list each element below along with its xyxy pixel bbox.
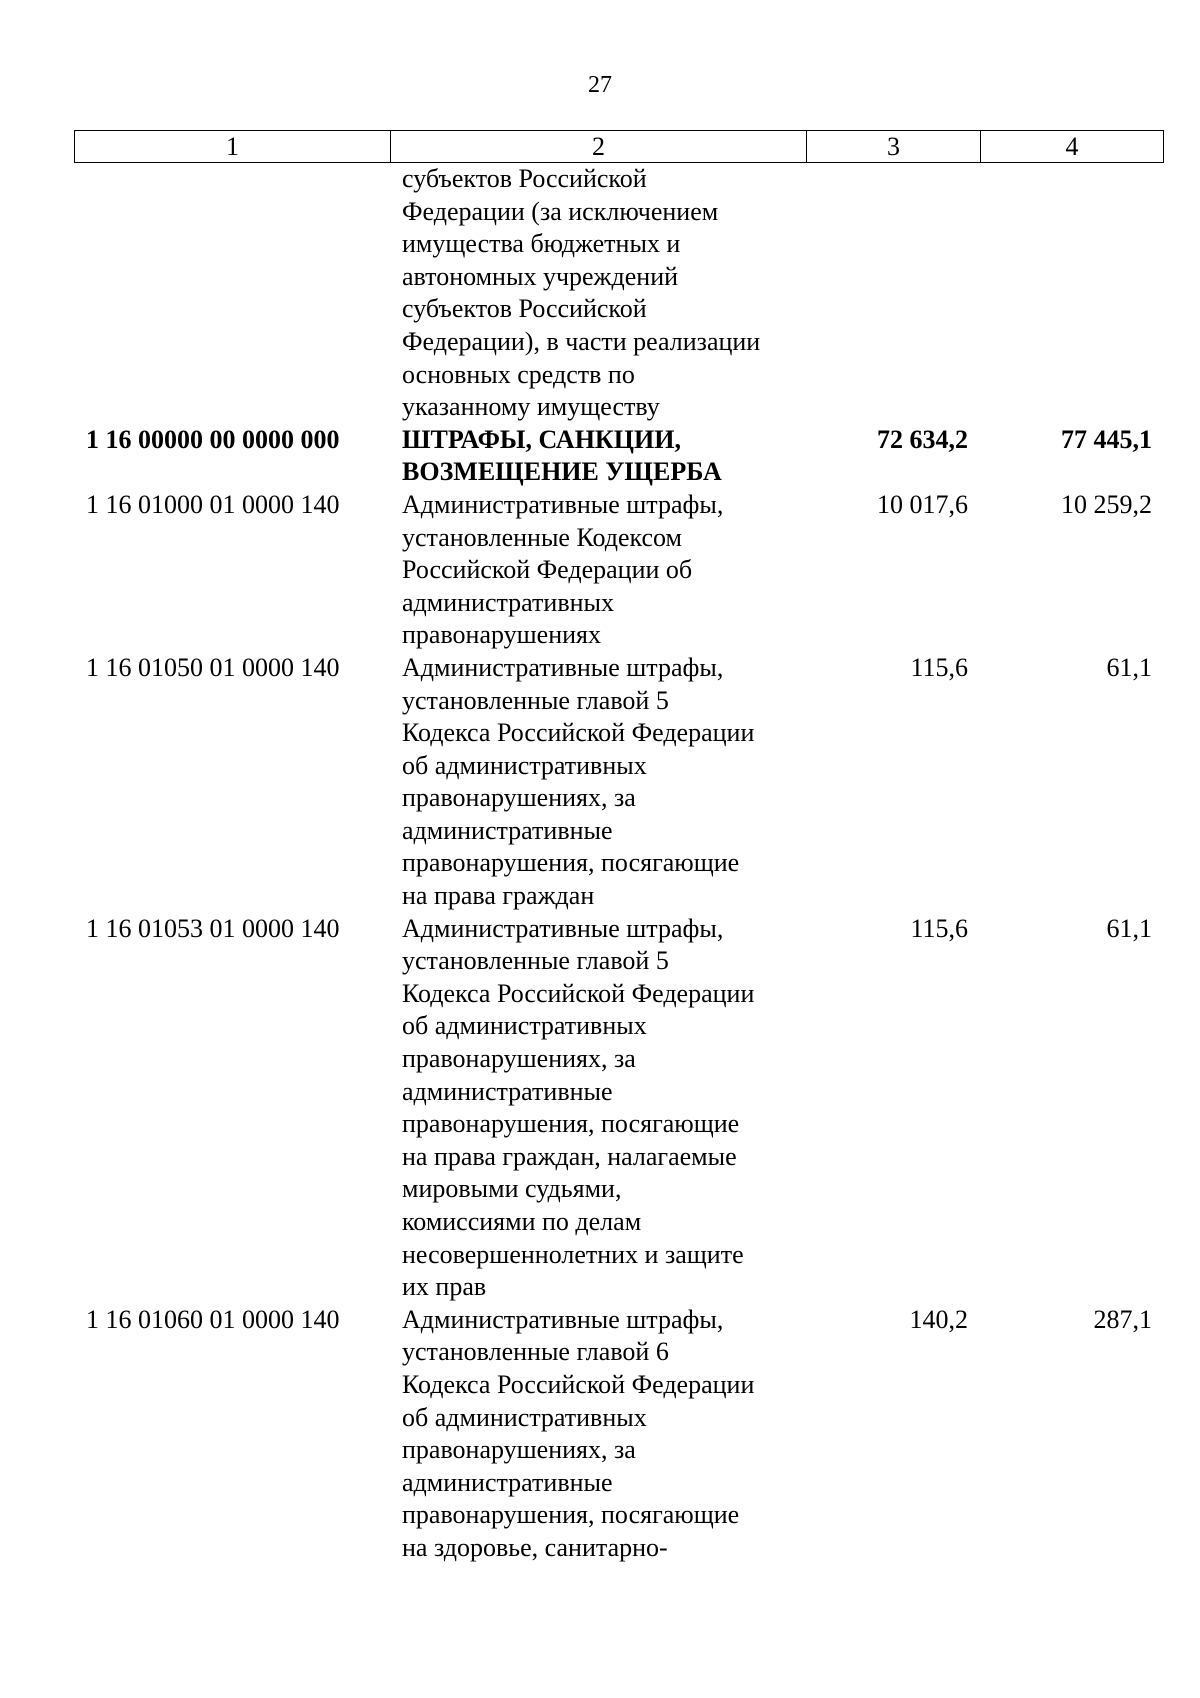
income-name-line: правонарушения, посягающие: [402, 1500, 740, 1530]
income-name-line: ВОЗМЕЩЕНИЕ УЩЕРБА: [402, 457, 722, 487]
income-name-cell: [390, 1304, 806, 1565]
header-col-3: 3: [807, 131, 981, 162]
table-row: [74, 424, 1164, 489]
table-header: [74, 130, 1164, 163]
income-name-line: установленные главой 5: [402, 946, 669, 976]
table-row: [74, 1304, 1164, 1565]
budget-code-cell: 1 16 01000 01 0000 140: [86, 489, 340, 519]
amount-col-3-cell: 115,6: [910, 652, 968, 682]
header-col-2: 2: [391, 131, 807, 162]
income-name-cell: [390, 163, 806, 424]
income-name-line: мировыми судьями,: [402, 1174, 622, 1204]
income-name-line: об административных: [402, 1011, 647, 1041]
amount-col-4-cell: [980, 163, 1164, 424]
income-name-line: административных: [402, 587, 614, 617]
table-row: [74, 163, 1164, 424]
income-name-cell: [390, 652, 806, 913]
income-name-line: об административных: [402, 750, 647, 780]
amount-col-4-cell: 10 259,2: [1061, 489, 1152, 519]
table-row: [74, 652, 1164, 913]
budget-code-cell: [74, 163, 390, 424]
table-row: [74, 489, 1164, 652]
table-row: [74, 913, 1164, 1304]
income-name-line: автономных учреждений: [402, 261, 679, 291]
income-name-line: несовершеннолетних и защите: [402, 1239, 744, 1269]
budget-code-cell: 1 16 01060 01 0000 140: [86, 1304, 340, 1334]
budget-code-cell: 1 16 01053 01 0000 140: [86, 913, 340, 943]
budget-code-cell: 1 16 01050 01 0000 140: [86, 652, 340, 682]
income-name-cell: [390, 913, 806, 1304]
income-name-line: Кодекса Российской Федерации: [402, 718, 755, 748]
income-name-line: правонарушения, посягающие: [402, 1109, 740, 1139]
income-name-line: имущества бюджетных и: [402, 229, 681, 259]
income-name-line: Административные штрафы,: [402, 652, 724, 682]
page-number: 27: [588, 72, 612, 98]
income-name-line: административные: [402, 1467, 613, 1497]
amount-col-4-cell: 61,1: [1106, 652, 1152, 682]
income-name-cell: [390, 489, 806, 652]
income-name-line: Кодекса Российской Федерации: [402, 1369, 755, 1399]
income-name-line: административные: [402, 1076, 613, 1106]
income-name-line: их прав: [402, 1272, 487, 1302]
income-name-line: указанному имуществу: [402, 392, 660, 422]
income-name-line: правонарушениях, за: [402, 1435, 636, 1465]
income-name-cell: [390, 424, 806, 489]
income-name-line: на права граждан, налагаемые: [402, 1141, 737, 1171]
income-name-line: ШТРАФЫ, САНКЦИИ,: [402, 424, 681, 454]
amount-col-3-cell: 72 634,2: [877, 424, 968, 454]
income-name-line: субъектов Российской: [402, 164, 647, 193]
income-name-line: Административные штрафы,: [402, 913, 724, 943]
income-name-line: правонарушениях: [402, 620, 602, 650]
income-name-line: административные: [402, 815, 613, 845]
income-name-line: Административные штрафы,: [402, 489, 724, 519]
income-name-line: на права граждан: [402, 881, 595, 911]
income-name-line: основных средств по: [402, 359, 635, 389]
income-name-line: Кодекса Российской Федерации: [402, 978, 755, 1008]
income-name-line: установленные главой 5: [402, 685, 669, 715]
amount-col-3-cell: 140,2: [909, 1304, 968, 1334]
income-name-line: установленные Кодексом: [402, 522, 683, 552]
income-name-line: Федерации), в части реализации: [402, 326, 761, 356]
amount-col-3-cell: 115,6: [910, 913, 968, 943]
income-name-line: правонарушения, посягающие: [402, 848, 740, 878]
income-name-line: Российской Федерации об: [402, 555, 693, 585]
income-name-line: Федерации (за исключением: [402, 196, 719, 226]
income-name-line: Административные штрафы,: [402, 1304, 724, 1334]
header-col-4: 4: [1065, 132, 1079, 161]
income-name-line: установленные главой 6: [402, 1337, 669, 1367]
amount-col-4-cell: 61,1: [1106, 913, 1152, 943]
table-body: [74, 163, 1164, 1565]
income-name-line: правонарушениях, за: [402, 1044, 636, 1074]
amount-col-3-cell: 10 017,6: [877, 489, 968, 519]
income-name-line: правонарушениях, за: [402, 783, 636, 813]
income-name-line: субъектов Российской: [402, 294, 647, 324]
amount-col-4-cell: 77 445,1: [1061, 424, 1152, 454]
amount-col-4-cell: 287,1: [1093, 1304, 1152, 1334]
income-name-line: комиссиями по делам: [402, 1207, 642, 1236]
budget-code-cell: 1 16 00000 00 0000 000: [86, 424, 340, 454]
amount-col-3-cell: [806, 163, 980, 424]
income-name-line: на здоровье, санитарно-: [402, 1532, 668, 1562]
income-name-line: об административных: [402, 1402, 647, 1432]
header-col-1: 1: [75, 131, 391, 162]
